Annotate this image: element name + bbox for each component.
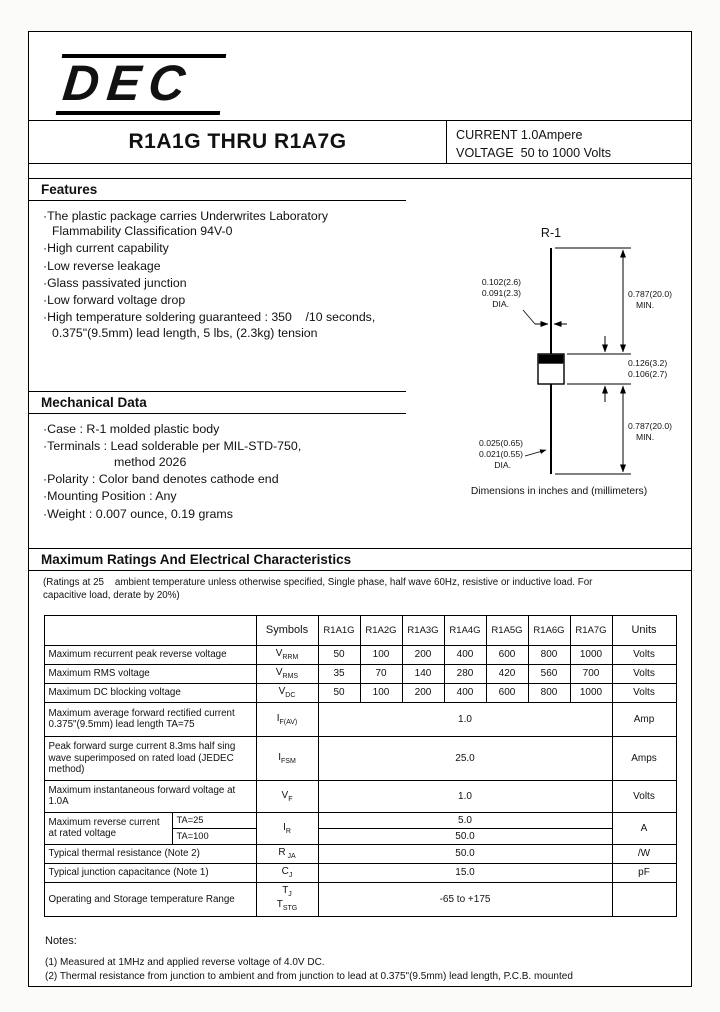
value-cell: 25.0 xyxy=(318,736,612,780)
feature-item: · Low reverse leakage xyxy=(43,259,391,274)
value-cell: 50 xyxy=(318,683,360,702)
unit-cell: Amps xyxy=(612,736,676,780)
mechanical-item: · Polarity : Color band denotes cathode end xyxy=(43,472,409,487)
value-cell: 70 xyxy=(360,664,402,683)
value-cell: -65 to +175 xyxy=(318,882,612,916)
value-cell: 600 xyxy=(486,683,528,702)
symbol-cell: $I_R$ xyxy=(256,812,318,844)
divider xyxy=(29,200,406,201)
value-cell: 15.0 xyxy=(318,863,612,882)
table-row xyxy=(44,645,676,664)
value-cell: 700 xyxy=(570,664,612,683)
unit-cell: Amp xyxy=(612,702,676,736)
value-cell: 50 xyxy=(318,645,360,664)
param-cell: Operating and Storage temperature Range xyxy=(44,882,256,916)
param-cell: Peak forward surge current 8.3ms half sing wave superimposed on rated load (JEDEC method) xyxy=(44,736,256,780)
package-name-label: R-1 xyxy=(540,226,562,240)
table-row xyxy=(44,664,676,683)
blank-header-cell xyxy=(44,615,256,645)
dim-label: 0.106(2.7) xyxy=(628,369,668,379)
part-number-title: R1A1G THRU R1A7G xyxy=(128,130,347,153)
value-cell: 100 xyxy=(360,645,402,664)
mechanical-data-list xyxy=(29,422,409,522)
condition-cell: TA=25 xyxy=(172,812,256,828)
symbol-cell: $C_J$ xyxy=(256,863,318,882)
mechanical-item: · Mounting Position : Any xyxy=(43,489,409,504)
dim-label: MIN. xyxy=(636,432,655,442)
mechanical-item: · Terminals : Lead solderable per MIL-STD-750, method 2026 xyxy=(43,439,409,470)
notes-title: Notes: xyxy=(45,934,77,947)
brand-logo xyxy=(59,54,223,115)
brand-logo-text: DEC xyxy=(56,54,226,115)
unit-cell: Volts xyxy=(612,683,676,702)
dim-label: 0.025(0.65) xyxy=(479,438,523,448)
part-header: R1A2G xyxy=(360,615,402,645)
symbols-header: Symbols xyxy=(256,615,318,645)
part-header: R1A3G xyxy=(402,615,444,645)
value-cell: 50.0 xyxy=(318,844,612,863)
divider xyxy=(29,413,406,414)
dim-label: DIA. xyxy=(494,460,511,470)
dim-label: MIN. xyxy=(636,300,655,310)
param-cell: Maximum average forward rectified current 0.375"(9.5mm) lead length TA=75 xyxy=(44,702,256,736)
package-drawing xyxy=(439,224,679,482)
table-row xyxy=(44,863,676,882)
unit-cell: pF xyxy=(612,863,676,882)
param-cell: Maximum instantaneous forward voltage at 1.0A xyxy=(44,780,256,812)
dim-label: 0.021(0.55) xyxy=(479,449,523,459)
value-cell: 400 xyxy=(444,645,486,664)
mechanical-item: · Weight : 0.007 ounce, 0.19 grams xyxy=(43,507,409,522)
symbol-cell: $V_{RRM}$ xyxy=(256,645,318,664)
note-item: (2) Thermal resistance from junction to ambient and from junction to lead at 0.375"(9.5mm) lead length, P.C.B. mounted xyxy=(45,970,573,982)
table-row xyxy=(44,683,676,702)
param-cell: Maximum recurrent peak reverse voltage xyxy=(44,645,256,664)
value-cell: 50.0 xyxy=(318,828,612,844)
condition-cell: TA=100 xyxy=(172,828,256,844)
voltage-rating: VOLTAGE 50 to 1000 Volts xyxy=(456,146,611,161)
param-cell: Typical thermal resistance (Note 2) xyxy=(44,844,256,863)
package-diagram xyxy=(439,224,679,497)
dimensions-caption: Dimensions in inches and (millimeters) xyxy=(470,486,648,497)
param-cell: Maximum RMS voltage xyxy=(44,664,256,683)
value-cell: 280 xyxy=(444,664,486,683)
leader-line xyxy=(523,310,535,324)
dim-label: 0.102(2.6) xyxy=(481,277,521,287)
value-cell: 800 xyxy=(528,645,570,664)
part-header: R1A5G xyxy=(486,615,528,645)
table-header-row xyxy=(44,615,676,645)
param-cell: Maximum DC blocking voltage xyxy=(44,683,256,702)
mechanical-item-continuation: method 2026 xyxy=(114,454,187,469)
table-row xyxy=(44,844,676,863)
table-row xyxy=(44,736,676,780)
mechanical-data-title: Mechanical Data xyxy=(41,394,147,410)
feature-item: · High temperature soldering guaranteed : 350 /10 seconds, 0.375"(9.5mm) lead length, 5 lbs, (2.3kg) tension xyxy=(43,310,391,340)
value-cell: 560 xyxy=(528,664,570,683)
feature-item: · The plastic package carries Underwrites Laboratory Flammability Classification 94V-0 xyxy=(43,209,391,239)
value-cell: 800 xyxy=(528,683,570,702)
dim-label: 0.126(3.2) xyxy=(628,358,668,368)
table-row xyxy=(44,780,676,812)
dim-label: 0.091(2.3) xyxy=(481,288,521,298)
symbol-cell: $V_{DC}$ xyxy=(256,683,318,702)
feature-item: · Low forward voltage drop xyxy=(43,293,391,308)
ratings-summary xyxy=(446,121,691,163)
value-cell: 1.0 xyxy=(318,702,612,736)
ratings-table xyxy=(44,615,677,917)
part-header: R1A1G xyxy=(318,615,360,645)
unit-cell: /W xyxy=(612,844,676,863)
param-cell: Maximum reverse current at rated voltage xyxy=(44,812,172,844)
dim-label: 0.787(20.0) xyxy=(628,289,672,299)
note-item: (1) Measured at 1MHz and applied reverse voltage of 4.0V DC. xyxy=(45,956,325,968)
value-cell: 1000 xyxy=(570,645,612,664)
part-header: R1A7G xyxy=(570,615,612,645)
unit-cell: Volts xyxy=(612,664,676,683)
value-cell: 1000 xyxy=(570,683,612,702)
unit-cell: Volts xyxy=(612,645,676,664)
symbol-cell: $I_{FSM}$ xyxy=(256,736,318,780)
part-header: R1A6G xyxy=(528,615,570,645)
value-cell: 200 xyxy=(402,645,444,664)
value-cell: 200 xyxy=(402,683,444,702)
value-cell: 35 xyxy=(318,664,360,683)
value-cell: 140 xyxy=(402,664,444,683)
symbol-cell: $V_{RMS}$ xyxy=(256,664,318,683)
leader-line-bottom-dia xyxy=(525,450,546,456)
header-box xyxy=(29,120,691,164)
unit-cell: A xyxy=(612,812,676,844)
cathode-band xyxy=(539,355,564,364)
value-cell: 420 xyxy=(486,664,528,683)
notes-section xyxy=(45,935,691,982)
table-row xyxy=(44,812,676,828)
value-cell: 100 xyxy=(360,683,402,702)
value-cell: 400 xyxy=(444,683,486,702)
table-row xyxy=(44,882,676,916)
unit-cell: Volts xyxy=(612,780,676,812)
table-row xyxy=(44,702,676,736)
symbol-cell: R $_{JA}$ xyxy=(256,844,318,863)
dim-label: 0.787(20.0) xyxy=(628,421,672,431)
ratings-section-title: Maximum Ratings And Electrical Characteristics xyxy=(41,552,352,568)
dim-label: DIA. xyxy=(492,299,509,309)
features-title: Features xyxy=(41,182,98,197)
ratings-conditions-note: (Ratings at 25 ambient temperature unless otherwise specified, Single phase, half wave 60Hz, resistive or inductive load. For capacitive load, derate by 20%) xyxy=(43,577,593,602)
feature-item: · Glass passivated junction xyxy=(43,276,391,291)
datasheet-page xyxy=(28,31,692,987)
value-cell: 5.0 xyxy=(318,812,612,828)
symbol-cell: $V_F$ xyxy=(256,780,318,812)
value-cell: 1.0 xyxy=(318,780,612,812)
feature-item: · High current capability xyxy=(43,241,391,256)
mechanical-item: · Case : R-1 molded plastic body xyxy=(43,422,409,437)
part-header: R1A4G xyxy=(444,615,486,645)
unit-cell xyxy=(612,882,676,916)
features-list xyxy=(29,209,391,341)
current-rating: CURRENT 1.0Ampere xyxy=(456,128,583,142)
units-header: Units xyxy=(612,615,676,645)
symbol-cell: $T_J$ $T_{STG}$ xyxy=(256,882,318,916)
param-cell: Typical junction capacitance (Note 1) xyxy=(44,863,256,882)
symbol-cell: $I_{F(AV)}$ xyxy=(256,702,318,736)
value-cell: 600 xyxy=(486,645,528,664)
